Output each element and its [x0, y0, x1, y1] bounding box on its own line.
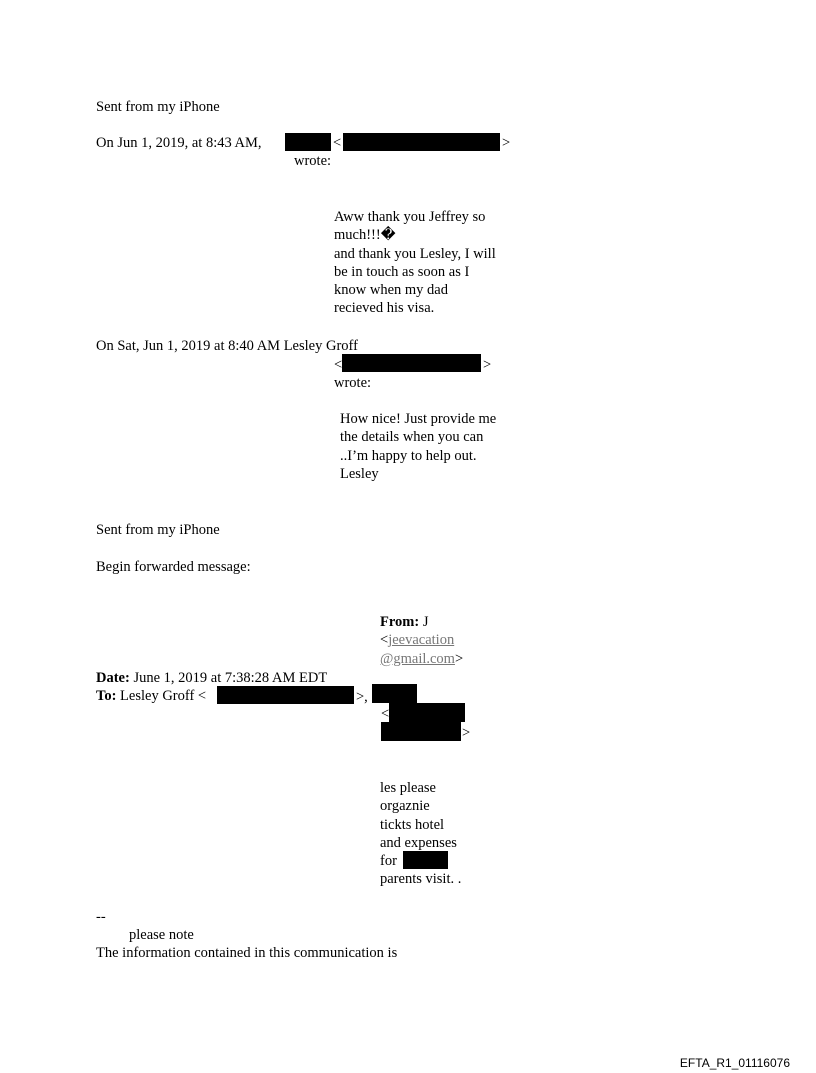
reply-1-line: be in touch as soon as I — [334, 263, 470, 280]
sent-from-iphone-2: Sent from my iPhone — [96, 522, 220, 538]
date-value: June 1, 2019 at 7:38:28 AM EDT — [133, 670, 328, 686]
sent-from-iphone-1: Sent from my iPhone — [96, 99, 220, 115]
redaction-cc-name — [372, 684, 417, 703]
reply-1-line: know when my dad — [334, 282, 448, 299]
to-label: To: — [96, 688, 117, 704]
reply-1-line: much!!!� — [334, 227, 396, 244]
redaction-cc-email-2 — [381, 722, 461, 741]
reply-header-1-lt: < — [333, 135, 342, 151]
reply-1-line: recieved his visa. — [334, 300, 435, 317]
forwarded-body — [380, 779, 461, 889]
body-line: and expenses — [380, 834, 457, 851]
to-separator: >, — [356, 689, 368, 705]
to-lt-2: < — [381, 706, 390, 722]
body-line: tickts hotel — [380, 816, 445, 833]
forwarded-to — [96, 687, 206, 705]
body-line: les please — [380, 780, 436, 796]
from-gt: > — [454, 650, 464, 667]
signature-info: The information contained in this communication is — [96, 945, 398, 961]
signature-note: please note — [129, 927, 194, 943]
reply-1-line: Aww thank you Jeffrey so — [334, 209, 486, 225]
reply-header-1-wrote: wrote: — [294, 153, 332, 169]
reply-2-body — [340, 410, 496, 483]
from-name: J — [422, 614, 429, 630]
reply-header-1 — [96, 134, 262, 152]
redaction-sender-email-2 — [342, 354, 481, 372]
body-line: parents visit. . — [380, 871, 462, 888]
bates-number: EFTA_R1_01116076 — [679, 1056, 790, 1070]
body-line: orgaznie — [380, 798, 430, 815]
reply-header-2-lt: < — [334, 357, 343, 373]
reply-2-line: Lesley — [340, 465, 379, 482]
from-email-link-cont[interactable]: @gmail.com — [380, 650, 455, 667]
reply-header-2-gt: > — [483, 357, 492, 373]
to-name: Lesley Groff — [120, 688, 195, 704]
from-label: From: — [380, 614, 420, 630]
reply-2-line: How nice! Just provide me — [340, 411, 497, 427]
forwarded-date — [96, 669, 327, 687]
to-lt: < — [197, 688, 207, 704]
from-email-link[interactable]: jeevacation — [388, 632, 455, 649]
redaction-body-name — [403, 851, 448, 869]
reply-2-line: the details when you can — [340, 429, 484, 446]
date-label: Date: — [96, 670, 130, 686]
redaction-sender-email-1 — [343, 133, 500, 151]
redaction-cc-email-1 — [389, 703, 465, 722]
redaction-sender-name-1 — [285, 133, 331, 151]
redaction-to-email — [217, 686, 354, 704]
forwarded-message-label: Begin forwarded message: — [96, 559, 251, 575]
reply-1-body — [334, 208, 496, 318]
body-for: for — [380, 853, 397, 870]
to-gt-2: > — [462, 725, 471, 741]
reply-header-2-prefix: On Sat, Jun 1, 2019 at 8:40 AM Lesley Groff — [96, 338, 358, 354]
reply-1-line: and thank you Lesley, I will — [334, 245, 496, 262]
reply-header-1-gt: > — [502, 135, 511, 151]
reply-2-line: ..I’m happy to help out. — [340, 447, 477, 464]
from-lt: < — [380, 632, 389, 649]
reply-header-1-prefix: On Jun 1, 2019, at 8:43 AM, — [96, 135, 262, 151]
reply-header-2-wrote: wrote: — [334, 375, 372, 391]
signature-dash: -- — [96, 909, 106, 925]
forwarded-from — [380, 613, 463, 668]
